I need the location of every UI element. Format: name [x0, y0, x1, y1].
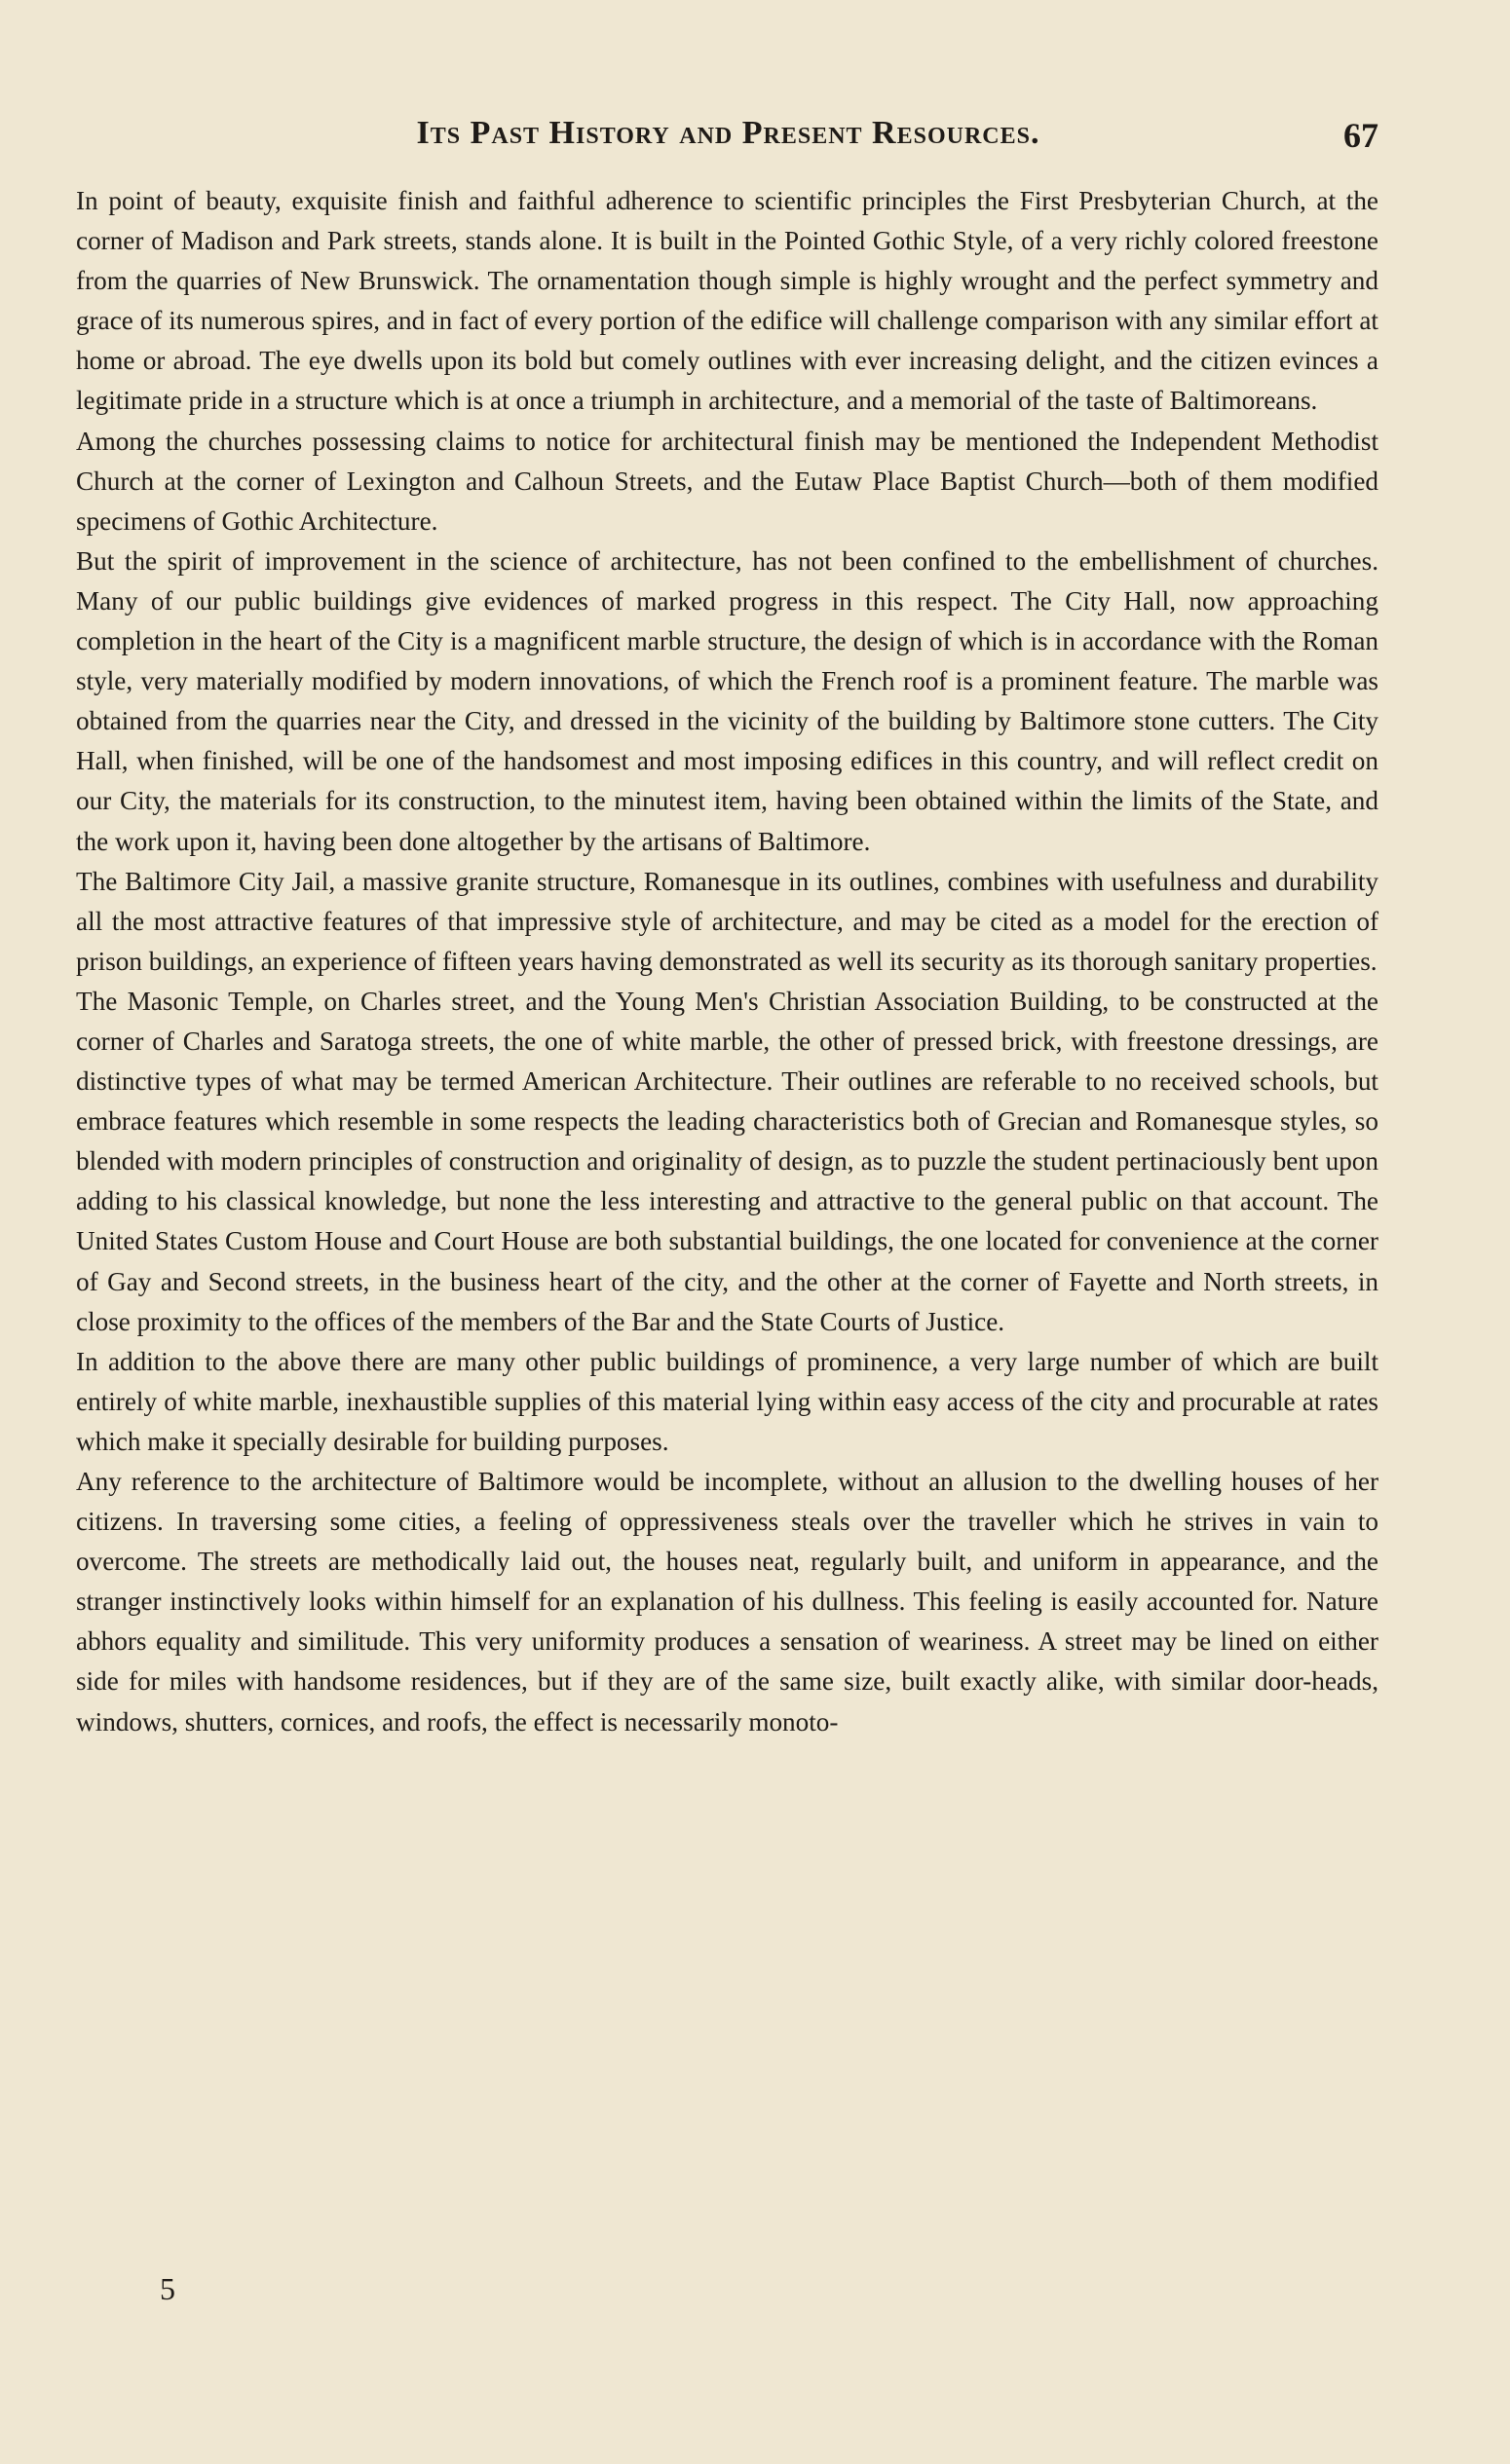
paragraph: But the spirit of improvement in the science of architecture, has not been confined to the embellishment of churches. Many of our public buildings give evidences of marked progress in this respect. The City Hall, now approaching completion in the heart of the City is a magnificent marble structure, the design of which is in accordance with the Roman style, very materially modified by modern innovations, of which the French roof is a prominent feature. The marble was obtained from the quarries near the City, and dressed in the vicinity of the building by Baltimore stone cutters. The City Hall, when finished, will be one of the handsomest and most imposing edifices in this country, and will reflect credit on our City, the materials for its construction, to the minutest item, having been obtained within the limits of the State, and the work upon it, having been done altogether by the artisans of Baltimore.	[76, 545, 1378, 856]
paragraph: The Masonic Temple, on Charles street, and the Young Men's Christian Association Building, to be constructed at the corner of Charles and Saratoga streets, the one of white marble, the other of pressed brick, with freestone dressings, are distinctive types of what may be termed American Architecture. Their outlines are referable to no received schools, but embrace features which resemble in some respects the leading characteristics both of Grecian and Romanesque styles, so blended with modern principles of construction and originality of design, as to puzzle the student pertinaciously bent upon adding to his classical knowledge, but none the less interesting and attractive to the general public on that account. The United States Custom House and Court House are both substantial buildings, the one located for convenience at the corner of Gay and Second streets, in the business heart of the city, and the other at the corner of Fayette and North streets, in close proximity to the offices of the members of the Bar and the State Courts of Justice.	[76, 986, 1378, 1336]
paragraph: In point of beauty, exquisite finish and faithful adherence to scientific principles the First Presbyterian Church, at the corner of Madison and Park streets, stands alone. It is built in the Pointed Gothic Style, of a very richly colored freestone from the quarries of New Brunswick. The ornamentation though simple is highly wrought and the perfect symmetry and grace of its numerous spires, and in fact of every portion of the edifice will challenge comparison with any similar effort at home or abroad. The eye dwells upon its bold but comely outlines with ever increasing delight, and the citizen evinces a legitimate pride in a structure which is at once a triumph in architecture, and a memorial of the taste of Baltimoreans.	[76, 186, 1378, 416]
paragraph: Any reference to the architecture of Baltimore would be incomplete, without an allusion to the dwelling houses of her citizens. In traversing some cities, a feeling of oppressiveness steals over the traveller which he strives in vain to overcome. The streets are methodically laid out, the houses neat, regularly built, and uniform in appearance, and the stranger instinctively looks within himself for an explanation of his dullness. This feeling is easily accounted for. Nature abhors equality and similitude. This very uniformity produces a sensation of weariness. A street may be lined on either side for miles with handsome residences, but if they are of the same size, built exactly alike, with similar door-heads, windows, shutters, cornices, and roofs, the effect is necessarily monoto-	[76, 1467, 1378, 1736]
signature-mark: 5	[160, 2271, 175, 2306]
paragraph: In addition to the above there are many other public buildings of prominence, a very large number of which are built entirely of white marble, inexhaustible supplies of this material lying within easy access of the city and procurable at rates which make it specially desirable for building purposes.	[76, 1346, 1378, 1456]
paragraph: Among the churches possessing claims to notice for architectural finish may be mentioned the Independent Methodist Church at the corner of Lexington and Calhoun Streets, and the Eutaw Place Baptist Church—both of them modified specimens of Gothic Architecture.	[76, 426, 1378, 536]
body-text	[76, 181, 1378, 1742]
paragraph: The Baltimore City Jail, a massive granite structure, Romanesque in its outlines, combines with usefulness and durability all the most attractive features of that impressive style of architecture, and may be cited as a model for the erection of prison buildings, an experience of fifteen years having demonstrated as well its security as its thorough sanitary properties.	[76, 866, 1378, 976]
page-number: 67	[1343, 116, 1378, 155]
running-head	[78, 115, 1378, 164]
running-title: Its Past History and Present Resources.	[416, 115, 1040, 151]
